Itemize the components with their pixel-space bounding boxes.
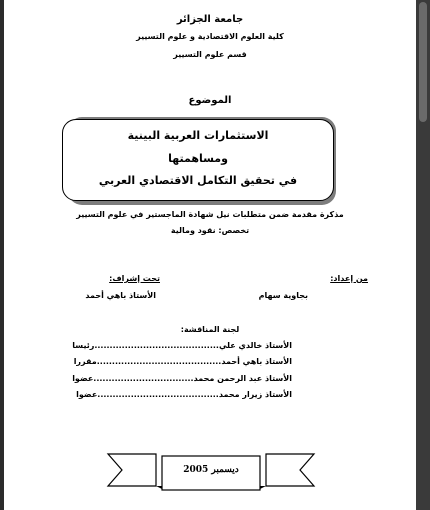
supervisor-label: تحت إشراف: — [109, 274, 160, 283]
committee-row — [76, 390, 292, 399]
title-line-3: في تحقيق التكامل الاقتصادي العربي — [98, 174, 298, 187]
committee-member-role: رئيسا — [72, 341, 95, 350]
dot-leader: ................................. — [93, 374, 194, 383]
university-name: جامعة الجزائر — [176, 14, 244, 25]
title-line-1: الاستثمارات العربية البينية — [127, 129, 269, 142]
committee-member-name: الأستاذ باهي أحمد — [221, 357, 292, 366]
dot-leader: ......................................... — [94, 341, 219, 350]
committee-member-role: مقررا — [73, 357, 97, 366]
committee-member-name: الأستاذ خالدي علي — [218, 341, 292, 350]
supervisor-name: الأستاذ باهي أحمد — [85, 291, 156, 300]
student-name: بجاوية سهام — [258, 291, 308, 300]
document-page — [4, 0, 416, 510]
subject-label: الموضوع — [188, 95, 232, 106]
vertical-scrollbar[interactable] — [416, 0, 430, 510]
faculty-name: كلية العلوم الاقتصادية و علوم التسيير — [136, 32, 284, 41]
department-name: قسم علوم التسيير — [173, 50, 247, 59]
dot-leader: ........................................ — [97, 390, 219, 399]
prepared-by-label: من إعداد: — [330, 274, 368, 283]
thesis-note: مذكرة مقدمة ضمن متطلبات نيل شهادة الماجستير في علوم التسيير — [76, 210, 344, 219]
committee-label: لجنة المناقشة: — [180, 325, 240, 334]
title-box — [62, 119, 334, 201]
date-text: ديسمبر 2005 — [183, 465, 239, 475]
committee-member-role: عضوا — [76, 390, 98, 399]
specialty: تخصص: نقود ومالية — [170, 226, 250, 235]
committee-member-role: عضوا — [72, 374, 94, 383]
committee-member-name: الأستاذ عبد الرحمن محمد — [193, 374, 292, 383]
committee-member-name: الأستاذ زيرار محمد — [218, 390, 292, 399]
committee-row — [72, 341, 292, 350]
dot-leader: ......................................... — [96, 357, 222, 366]
committee-row — [72, 374, 292, 383]
committee-row — [74, 357, 292, 366]
title-line-2: ومساهمتها — [168, 152, 228, 165]
scrollbar-thumb[interactable] — [419, 2, 427, 122]
